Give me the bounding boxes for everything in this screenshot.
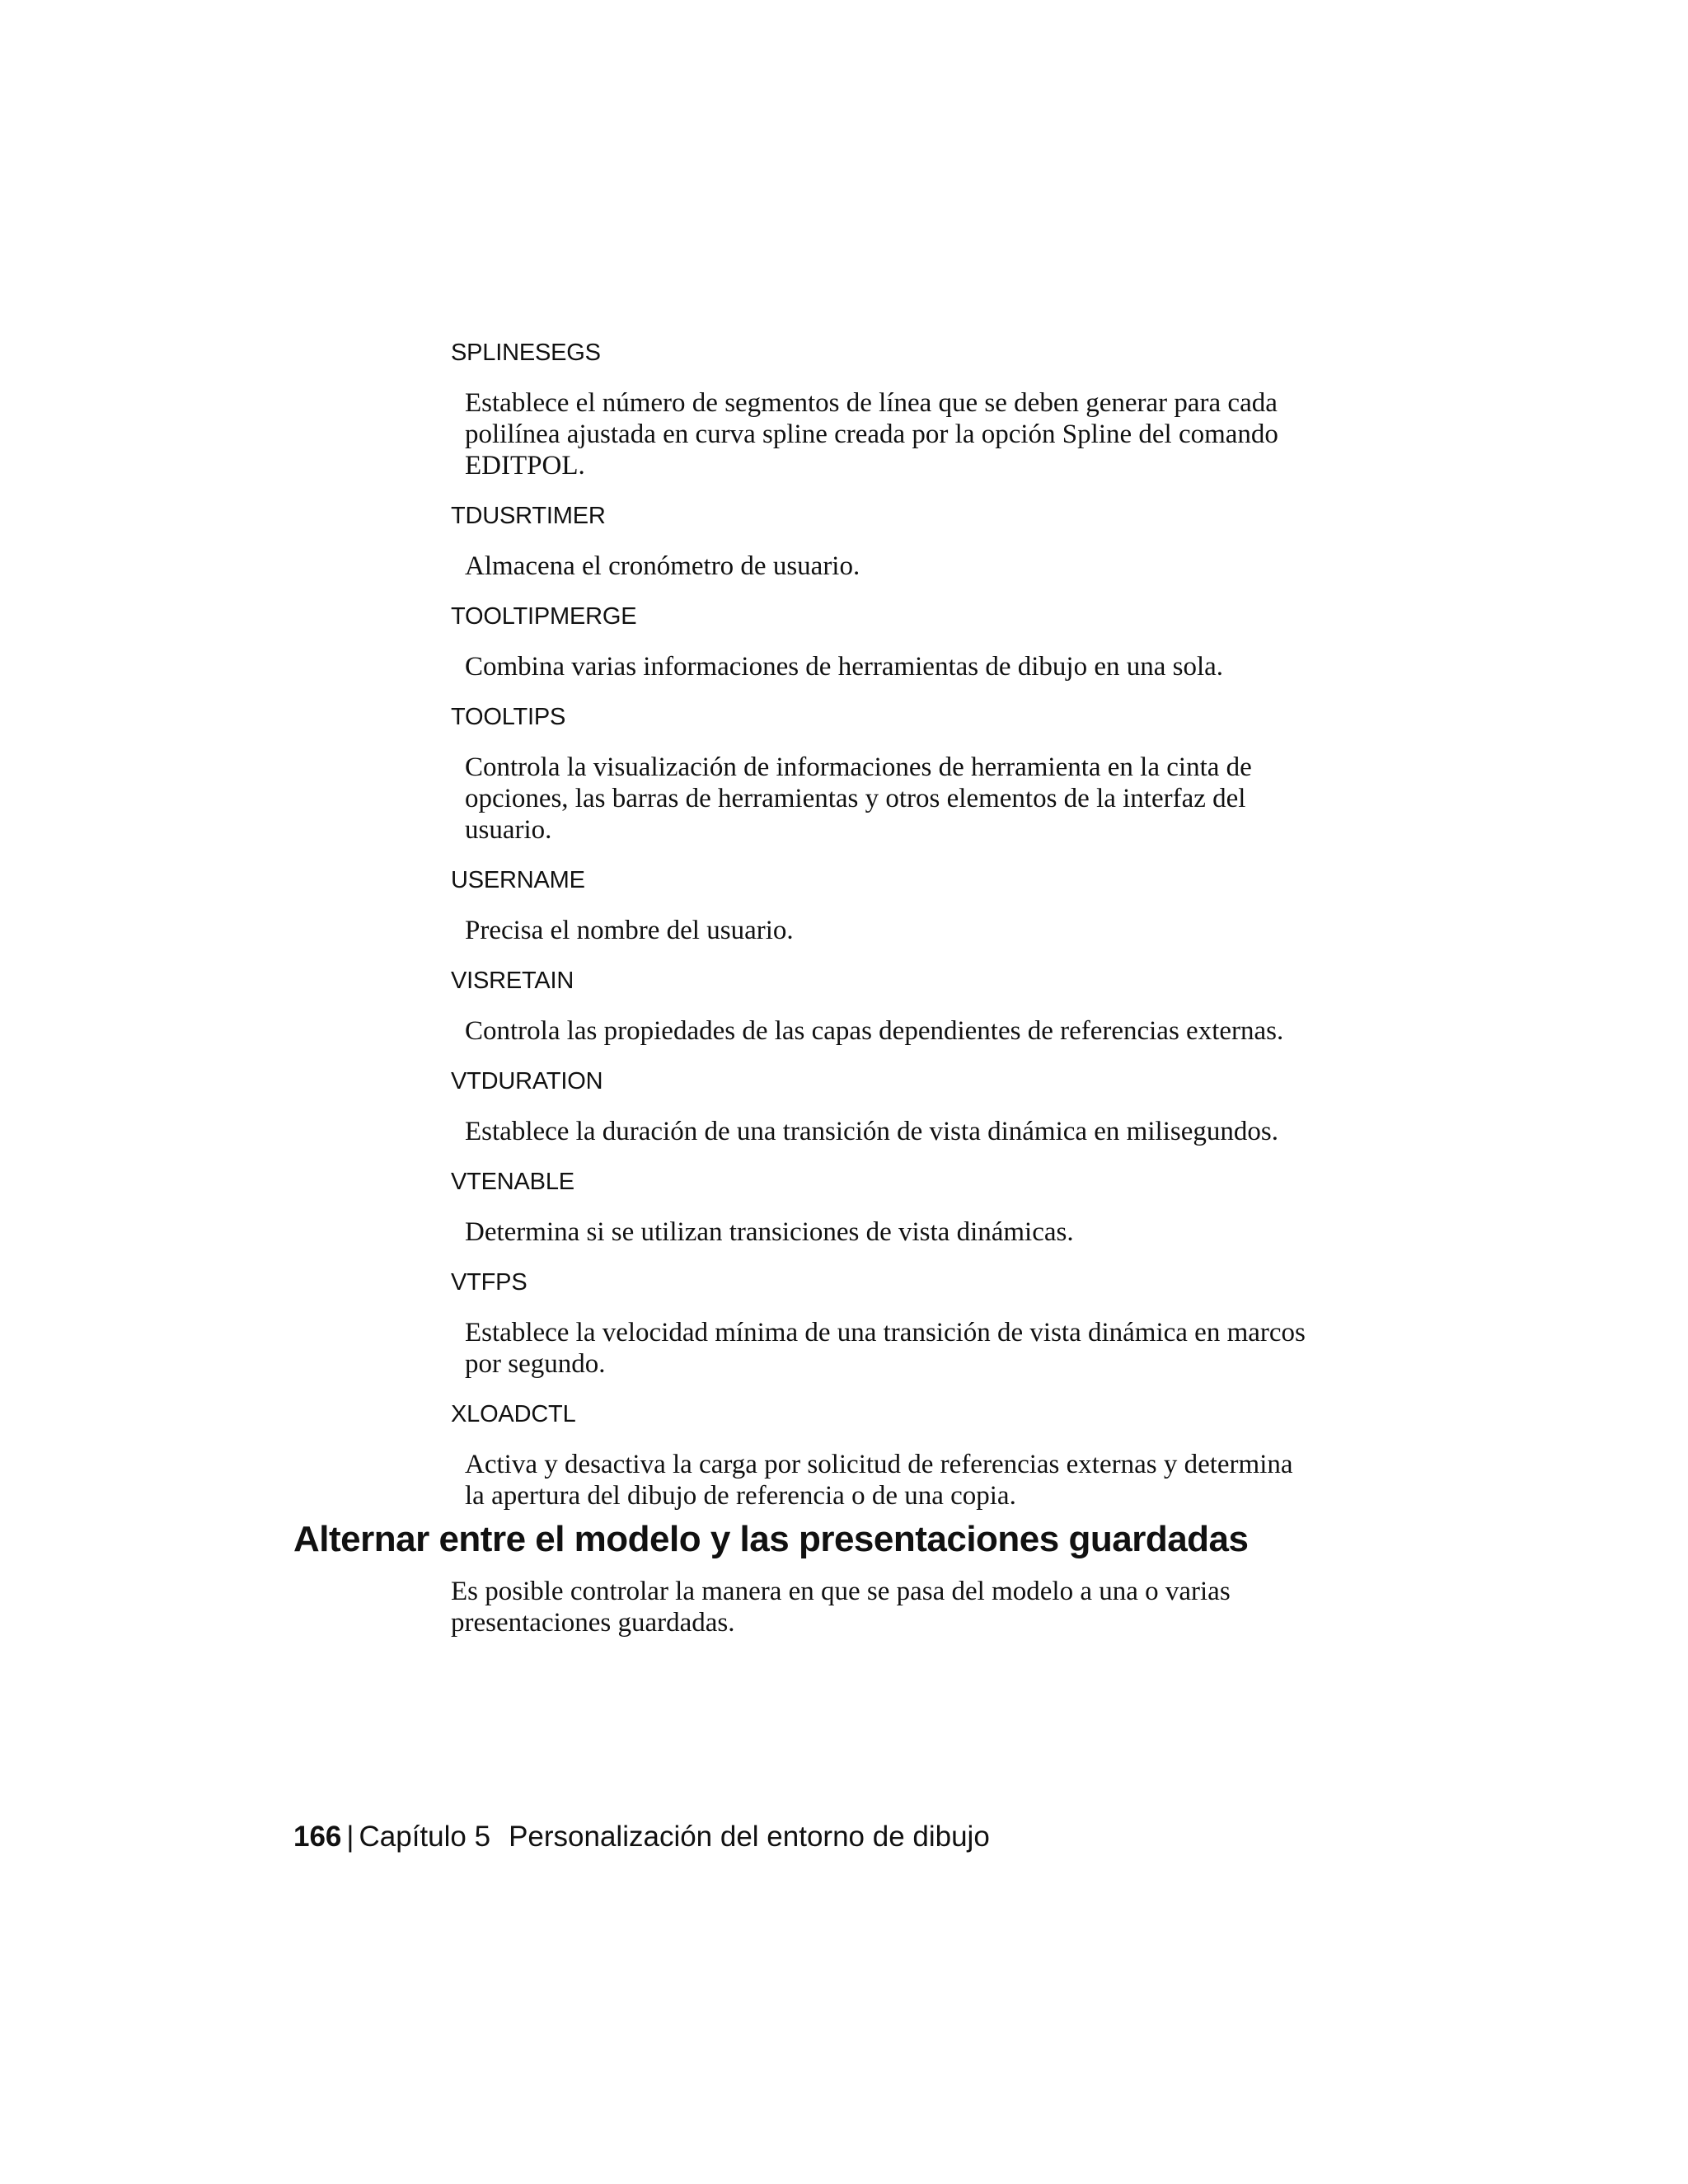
section-body: [451, 1576, 1325, 1638]
description-line: Establece la velocidad mínima de una transición de vista dinámica en marcos: [465, 1318, 1306, 1347]
footer-separator: |: [346, 1821, 354, 1853]
sysvar-name: TOOLTIPS: [451, 704, 566, 730]
sysvar-entry: [451, 1066, 1341, 1147]
description-line: Establece la duración de una transición de vista dinámica en milisegundos.: [465, 1117, 1278, 1146]
description-line: EDITPOL.: [465, 451, 585, 480]
sysvar-description: [465, 651, 1341, 682]
description-line: Combina varias informaciones de herramientas de dibujo en una sola.: [465, 652, 1224, 682]
page-footer: [293, 1817, 990, 1857]
sysvar-name: VTENABLE: [451, 1169, 574, 1195]
description-line: por segundo.: [465, 1349, 606, 1379]
sysvar-name: TOOLTIPMERGE: [451, 603, 637, 630]
description-line: Controla la visualización de informaciones de herramienta en la cinta de: [465, 752, 1252, 782]
page-number: 166: [293, 1821, 342, 1853]
sysvar-entry: [451, 501, 1341, 582]
description-line: Determina si se utilizan transiciones de vista dinámicas.: [465, 1217, 1074, 1247]
description-line: usuario.: [465, 815, 552, 845]
description-line: opciones, las barras de herramientas y otros elementos de la interfaz del: [465, 784, 1246, 813]
sysvar-entry: [451, 865, 1341, 946]
description-line: Almacena el cronómetro de usuario.: [465, 551, 860, 581]
description-line: Controla las propiedades de las capas dependientes de referencias externas.: [465, 1016, 1284, 1046]
sysvar-name: XLOADCTL: [451, 1401, 576, 1427]
sysvar-description: [465, 1015, 1341, 1047]
sysvar-name: SPLINESEGS: [451, 340, 601, 366]
sysvar-name: TDUSRTIMER: [451, 503, 606, 529]
sysvar-entry: [451, 338, 1341, 481]
sysvar-name: VISRETAIN: [451, 968, 574, 994]
description-line: Establece el número de segmentos de línea que se deben generar para cada: [465, 388, 1278, 418]
sysvar-name: USERNAME: [451, 867, 585, 893]
description-line: polilínea ajustada en curva spline creada por la opción Spline del comando: [465, 419, 1278, 449]
chapter-title: Personalización del entorno de dibujo: [509, 1821, 990, 1853]
sysvar-entry: [451, 602, 1341, 682]
description-line: la apertura del dibujo de referencia o de una copia.: [465, 1481, 1016, 1511]
sysvar-description: [465, 1216, 1341, 1248]
section-body-line: Es posible controlar la manera en que se pasa del modelo a una o varias: [451, 1577, 1231, 1606]
description-line: Activa y desactiva la carga por solicitud de referencias externas y determina: [465, 1450, 1293, 1479]
sysvar-description: [465, 387, 1341, 481]
sysvar-entry: [451, 966, 1341, 1047]
system-variable-list: [451, 338, 1341, 1531]
sysvar-description: [465, 1317, 1341, 1380]
sysvar-name: VTDURATION: [451, 1068, 603, 1094]
chapter-label: Capítulo 5: [359, 1821, 491, 1853]
sysvar-entry: [451, 702, 1341, 846]
sysvar-entry: [451, 1167, 1341, 1248]
section-body-line: presentaciones guardadas.: [451, 1608, 735, 1638]
sysvar-description: [465, 915, 1341, 946]
sysvar-entry: [451, 1399, 1341, 1511]
sysvar-description: [465, 752, 1341, 846]
sysvar-description: [465, 551, 1341, 582]
sysvar-description: [465, 1449, 1341, 1511]
section-heading: Alternar entre el modelo y las presentaciones guardadas: [293, 1519, 1249, 1559]
sysvar-description: [465, 1116, 1341, 1147]
sysvar-name: VTFPS: [451, 1269, 528, 1296]
description-line: Precisa el nombre del usuario.: [465, 916, 794, 945]
sysvar-entry: [451, 1268, 1341, 1380]
